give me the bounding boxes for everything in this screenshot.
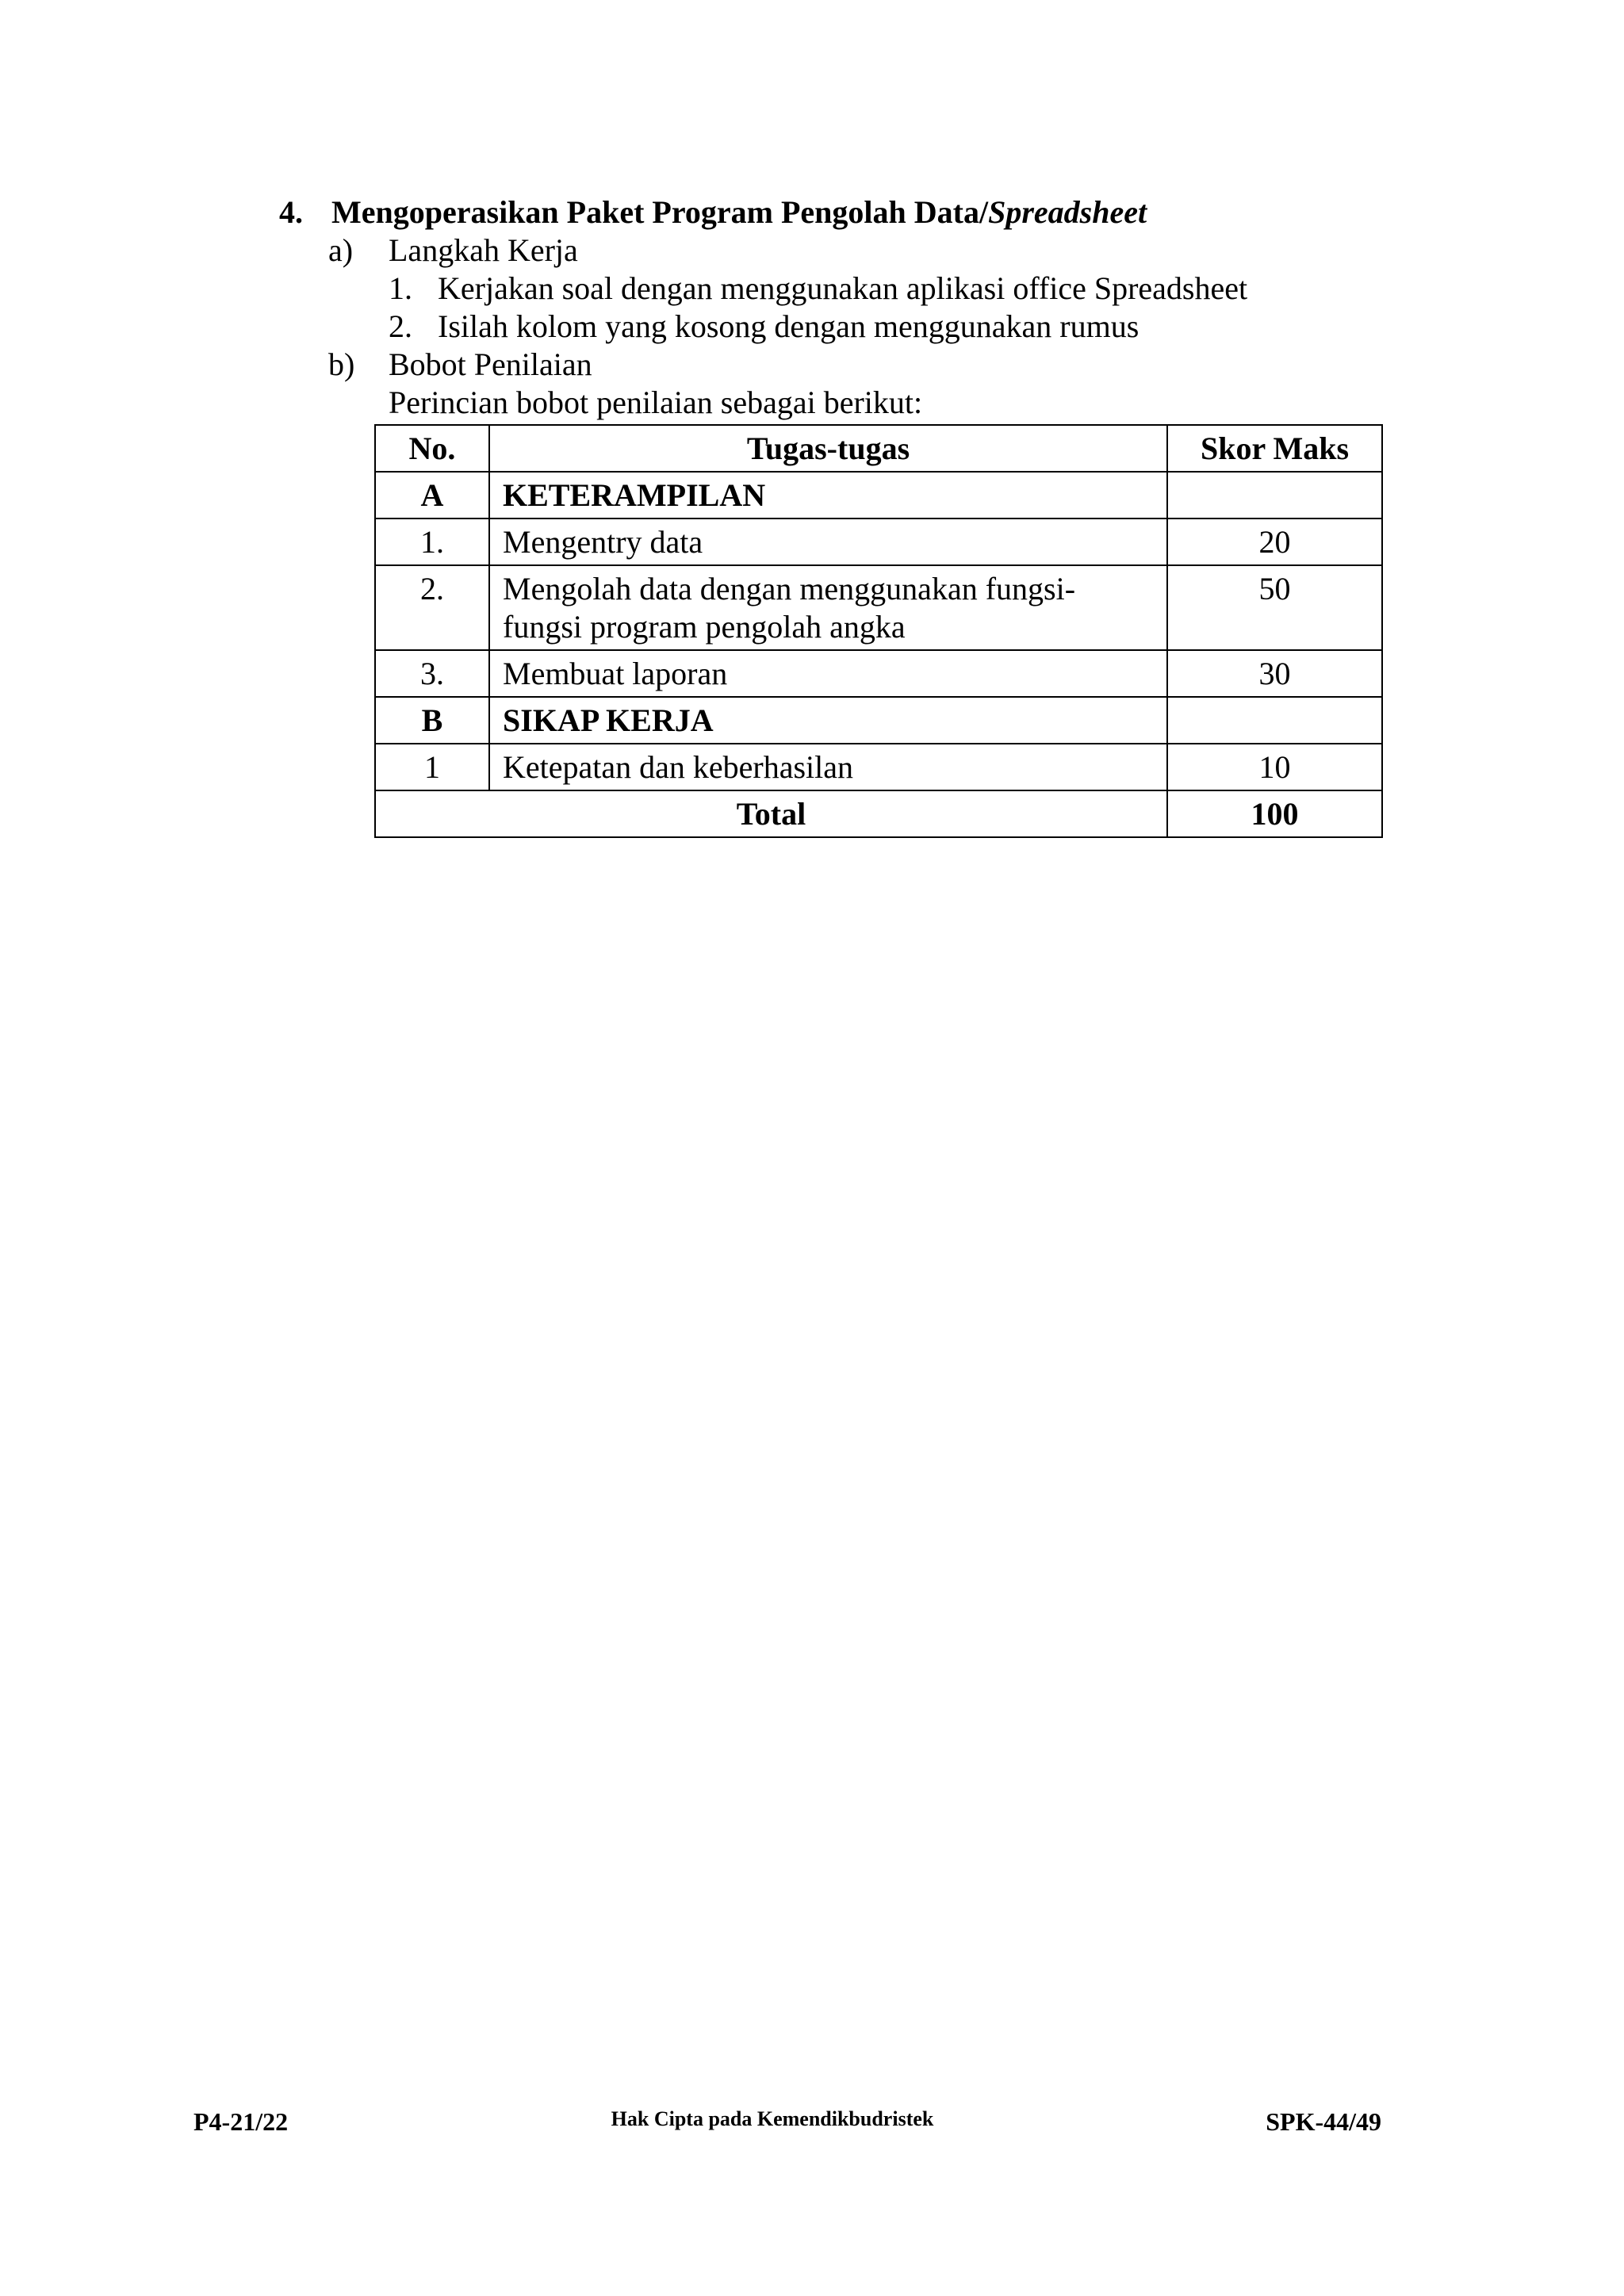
step-text: Isilah kolom yang kosong dengan menggunakan rumus bbox=[438, 308, 1139, 344]
footer-page-number: SPK-44/49 bbox=[1266, 2107, 1381, 2136]
subsection-b-label: Bobot Penilaian bbox=[389, 346, 592, 382]
table-row bbox=[375, 519, 1382, 565]
subsection-a bbox=[328, 232, 578, 270]
table-row bbox=[375, 472, 1382, 519]
row-no: 1 bbox=[375, 744, 489, 790]
step-number: 2. bbox=[389, 308, 412, 344]
section-number: 4. bbox=[279, 194, 303, 230]
total-value: 100 bbox=[1167, 790, 1382, 837]
section-heading bbox=[279, 193, 1147, 232]
row-score: 30 bbox=[1167, 650, 1382, 697]
footer-copyright: Hak Cipta pada Kemendikbudristek bbox=[611, 2107, 934, 2130]
subsection-b bbox=[328, 346, 592, 384]
row-task: Membuat laporan bbox=[489, 650, 1167, 697]
table-row bbox=[375, 744, 1382, 790]
table-row bbox=[375, 697, 1382, 744]
step-item bbox=[389, 270, 1247, 308]
row-score bbox=[1167, 472, 1382, 519]
section-title-italic: Spreadsheet bbox=[988, 194, 1147, 230]
row-score: 50 bbox=[1167, 565, 1382, 650]
table-row bbox=[375, 650, 1382, 697]
table-header-row bbox=[375, 425, 1382, 472]
header-task: Tugas-tugas bbox=[489, 425, 1167, 472]
row-score: 10 bbox=[1167, 744, 1382, 790]
table-total-row bbox=[375, 790, 1382, 837]
step-item bbox=[389, 308, 1139, 346]
row-score bbox=[1167, 697, 1382, 744]
row-task-line-cont: fungsi program pengolah angka bbox=[503, 609, 906, 645]
row-no: B bbox=[375, 697, 489, 744]
subsection-a-label: Langkah Kerja bbox=[389, 232, 578, 268]
row-no: 2. bbox=[375, 565, 489, 650]
header-no: No. bbox=[375, 425, 489, 472]
row-task: KETERAMPILAN bbox=[489, 472, 1167, 519]
row-task bbox=[489, 565, 1167, 650]
row-no: A bbox=[375, 472, 489, 519]
footer-doc-code: P4-21/22 bbox=[193, 2107, 289, 2136]
table-row bbox=[375, 565, 1382, 650]
step-text: Kerjakan soal dengan menggunakan aplikasi office Spreadsheet bbox=[438, 270, 1248, 306]
total-label: Total bbox=[375, 790, 1167, 837]
table-intro: Perincian bobot penilaian sebagai berikut: bbox=[389, 385, 923, 420]
section-title: Mengoperasikan Paket Program Pengolah Data/ bbox=[331, 194, 989, 230]
row-task: Mengentry data bbox=[489, 519, 1167, 565]
row-score: 20 bbox=[1167, 519, 1382, 565]
step-number: 1. bbox=[389, 270, 412, 306]
subsection-a-marker: a) bbox=[328, 232, 354, 268]
row-task-line: Mengolah data dengan menggunakan fungsi- bbox=[503, 571, 1076, 607]
row-task: SIKAP KERJA bbox=[489, 697, 1167, 744]
header-score: Skor Maks bbox=[1167, 425, 1382, 472]
row-no: 3. bbox=[375, 650, 489, 697]
subsection-b-marker: b) bbox=[328, 346, 355, 382]
score-table bbox=[374, 424, 1383, 838]
row-no: 1. bbox=[375, 519, 489, 565]
row-task: Ketepatan dan keberhasilan bbox=[489, 744, 1167, 790]
